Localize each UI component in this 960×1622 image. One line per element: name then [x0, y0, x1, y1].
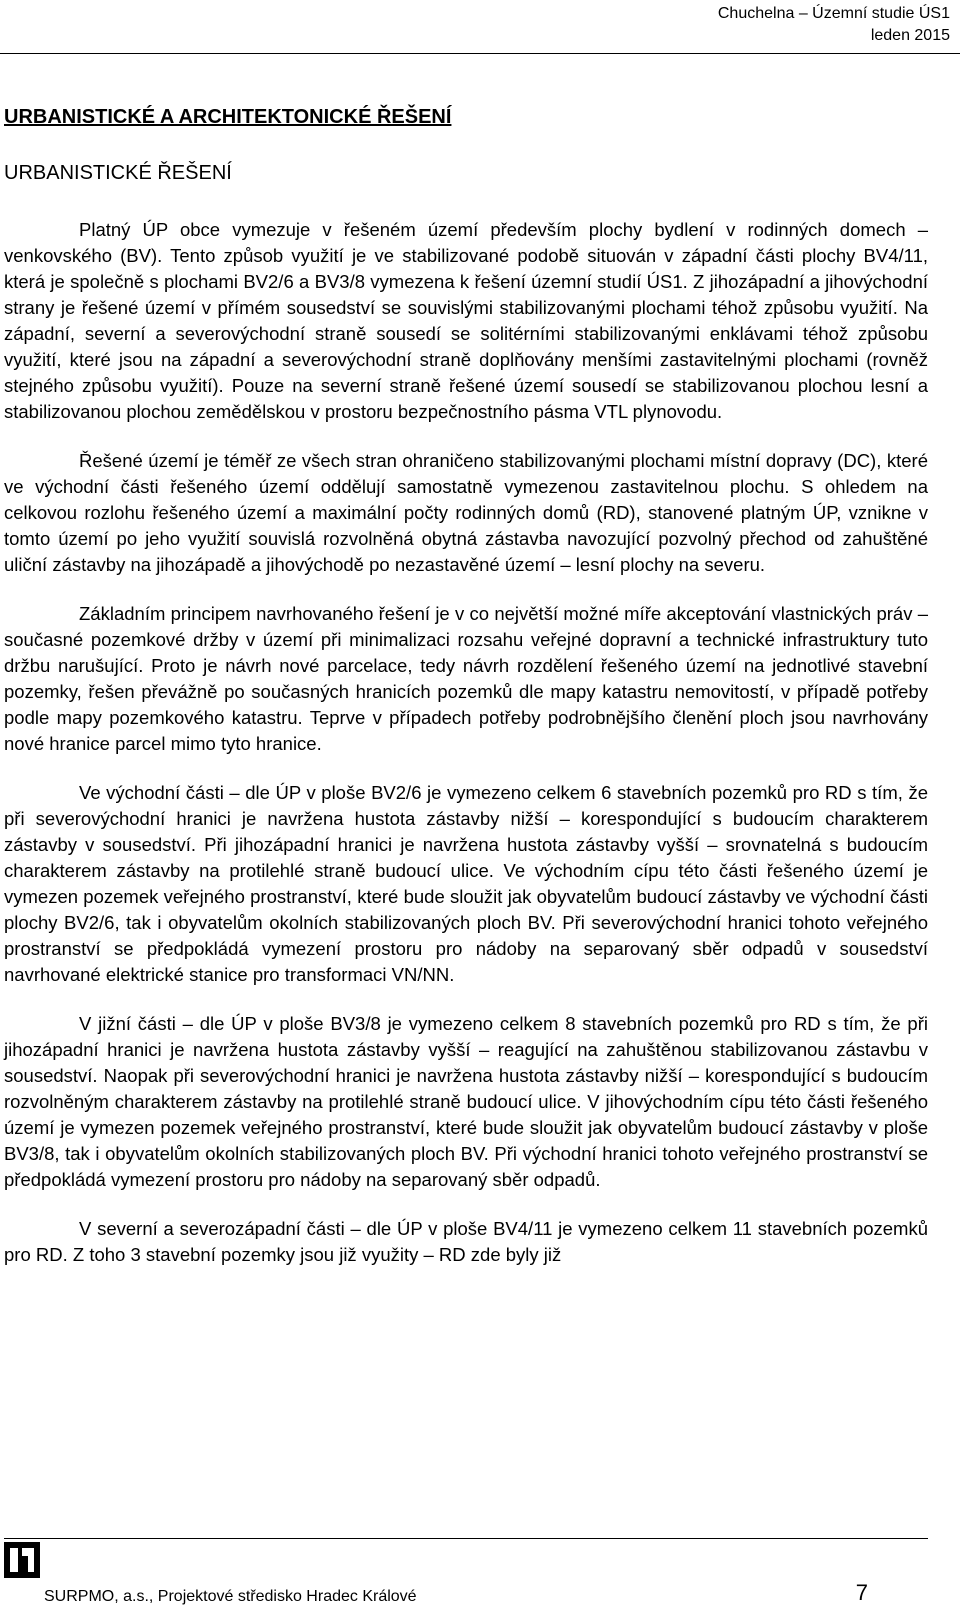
body-text	[4, 217, 928, 1291]
surpmo-logo-icon	[4, 1542, 40, 1578]
page-header	[718, 3, 950, 47]
footer-divider	[4, 1538, 928, 1539]
header-divider	[0, 53, 960, 54]
paragraph: Ve východní části – dle ÚP v ploše BV2/6 je vymezeno celkem 6 stavebních pozemků pro RD s tím, že při severovýchodní hranici je navržena hustota zástavby nižší – korespondující s budoucím charakterem zástavby v sousedství. Při jihozápadní hranici je navržena hustota zástavby vyšší – srovnatelná s budoucím charakterem zástavby na protilehlé straně budoucí ulice. Ve východním cípu této části řešeného území je vymezen pozemek veřejného prostranství, které bude sloužit jak obyvatelům budoucí zástavby ve východní části plochy BV2/6, tak i obyvatelům okolních stabilizovaných ploch BV. Při severovýchodní hranici tohoto veřejného prostranství se předpokládá vymezení prostoru pro nádoby na separovaný sběr odpadů v sousedství navrhované elektrické stanice pro transformaci VN/NN.	[4, 782, 928, 985]
page-number: 7	[855, 1580, 868, 1605]
paragraph: Platný ÚP obce vymezuje v řešeném území především plochy bydlení v rodinných domech – venkovského (BV). Tento způsob využití je ve stabilizované podobě situován v západní části plochy BV4/11, která je společně s plochami BV2/6 a BV3/8 vymezena k řešení územní studií ÚS1. Z jihozápadní a jihovýchodní strany je řešené území v přímém sousedství se souvislými stabilizovanými plochami téhož způsobu využití. Na západní, severní a severovýchodní straně sousedí se solitérními stabilizovanými enklávami téhož způsobu využití, které jsou na západní a severovýchodní straně doplňovány menšími zastavitelnými plochami (rovněž stejného způsobu využití). Pouze na severní straně řešené území sousedí se stabilizovanou plochou lesní a stabilizovanou plochou zemědělskou v prostoru bezpečnostního pásma VTL plynovodu.	[4, 219, 928, 422]
paragraph: V jižní části – dle ÚP v ploše BV3/8 je vymezeno celkem 8 stavebních pozemků pro RD s tím, že při jihozápadní hranici je navržena hustota zástavby vyšší – reagující na zahuštěnou stabilizovanou zástavbu v sousedství. Naopak při severovýchodní hranici je navržena hustota zástavby nižší – korespondující s budoucím rozvolněným charakterem zástavby na protilehlé straně budoucí ulice. V jihovýchodním cípu této části řešeného území je vymezen pozemek veřejného prostranství, které bude sloužit jak obyvatelům budoucí zástavby v ploše BV3/8, tak i obyvatelům okolních stabilizovaných ploch BV. Při východní hranici tohoto veřejného prostranství se předpokládá vymezení prostoru pro nádoby na separovaný sběr odpadů.	[4, 1013, 928, 1190]
paragraph: Základním principem navrhovaného řešení je v co největší možné míře akceptování vlastnických práv – současné pozemkové držby v území při minimalizaci rozsahu veřejné dopravní a technické infrastruktury tuto držbu narušující. Proto je návrh nové parcelace, tedy návrh rozdělení řešeného území na jednotlivé stavební pozemky, řešen převážně po současných hranicích pozemků dle mapy katastru nemovitostí, v případě potřeby podle mapy pozemkového katastru. Teprve v případech potřeby podrobnějšího členění ploch jsou navrhovány nové hranice parcel mimo tyto hranice.	[4, 603, 928, 754]
subsection-heading: URBANISTICKÉ ŘEŠENÍ	[4, 162, 232, 184]
section-heading: URBANISTICKÉ A ARCHITEKTONICKÉ ŘEŠENÍ	[4, 106, 452, 128]
page-footer	[4, 1538, 928, 1608]
footer-company: SURPMO, a.s., Projektové středisko Hradec Králové	[44, 1588, 417, 1605]
header-date: leden 2015	[870, 27, 950, 44]
paragraph: V severní a severozápadní části – dle ÚP v ploše BV4/11 je vymezeno celkem 11 stavebních pozemků pro RD. Z toho 3 stavební pozemky jsou již využity – RD zde byly již	[4, 1218, 928, 1265]
paragraph: Řešené území je téměř ze všech stran ohraničeno stabilizovanými plochami místní dopravy (DC), které ve východní části řešeného území oddělují samostatně vymezenou zastavitelnou plochu. S ohledem na celkovou rozlohu řešeného území a maximální počty rodinných domů (RD), stanovené platným ÚP, vznikne v tomto území po jeho využití souvislá rozvolněná obytná zástavba navozující pozvolný přechod od zahuštěné uliční zástavby na jihozápadě a jihovýchodě po nezastavěné území – lesní plochy na severu.	[4, 450, 928, 575]
header-document-title: Chuchelna – Územní studie ÚS1	[717, 5, 950, 22]
